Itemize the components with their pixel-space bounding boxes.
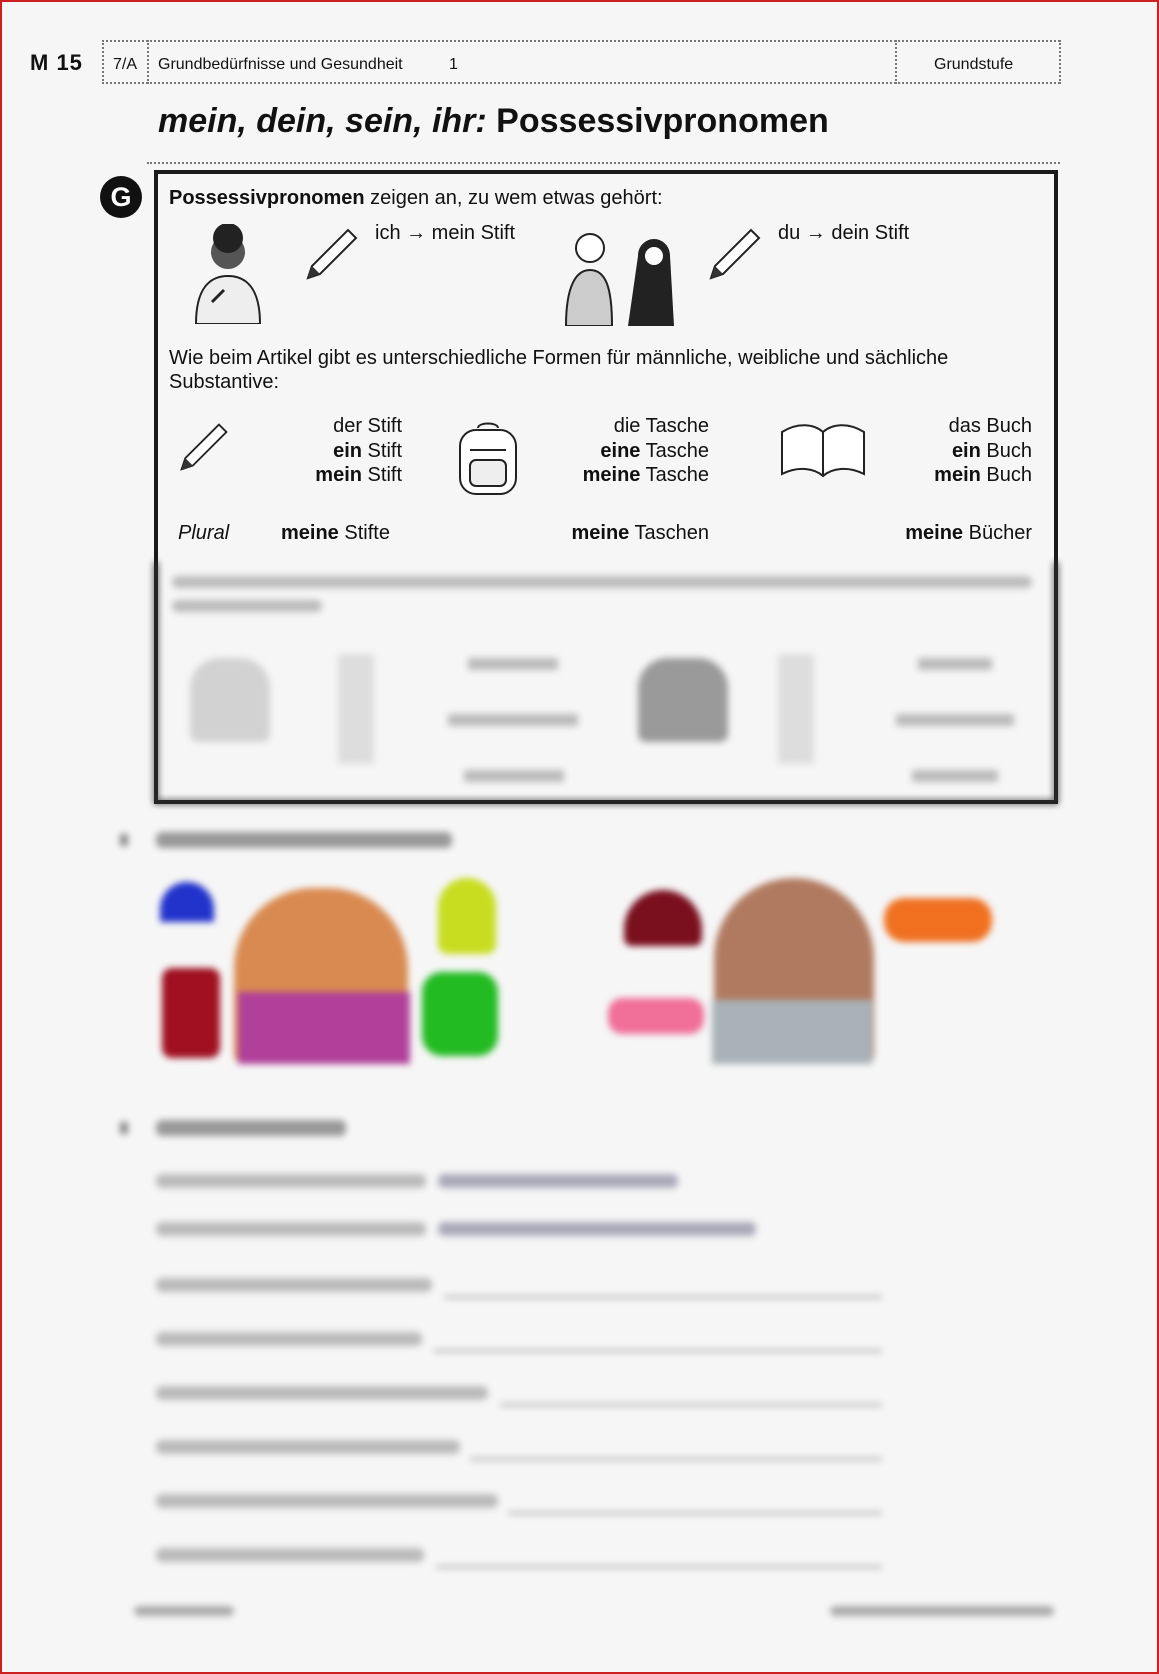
answer-line bbox=[436, 1566, 882, 1568]
question-h bbox=[156, 1548, 424, 1562]
pencil-icon bbox=[302, 222, 362, 284]
question-c bbox=[156, 1278, 432, 1292]
plural-fem: meine Taschen bbox=[571, 522, 709, 544]
answer-line bbox=[444, 1296, 882, 1298]
answer-line bbox=[434, 1350, 882, 1352]
neut-possessive: mein Buch bbox=[934, 464, 1032, 486]
blurred-content-region bbox=[2, 562, 1157, 1672]
fem-possessive: meine Tasche bbox=[582, 464, 709, 486]
fem-indefinite: eine Tasche bbox=[600, 440, 709, 462]
title-rest: Possessivpronomen bbox=[486, 102, 829, 140]
masc-article: der Stift bbox=[333, 415, 402, 437]
answer-line bbox=[508, 1512, 882, 1514]
title-rule bbox=[147, 162, 1060, 164]
question-e bbox=[156, 1386, 488, 1400]
header-rule bbox=[102, 40, 1060, 42]
cap-photo bbox=[624, 890, 702, 946]
pencil-icon bbox=[176, 416, 232, 476]
du-example: du → dein Stift bbox=[778, 222, 910, 244]
footer-left bbox=[134, 1606, 234, 1616]
material-code: M 15 bbox=[30, 50, 83, 75]
book-icon bbox=[778, 416, 868, 482]
footer-right bbox=[830, 1606, 1054, 1616]
question-f bbox=[156, 1440, 460, 1454]
hat-photo bbox=[438, 878, 496, 954]
neut-indefinite: ein Buch bbox=[951, 440, 1032, 462]
header-rule bbox=[102, 82, 1060, 84]
page-title bbox=[158, 102, 829, 141]
exercise-number bbox=[120, 1122, 128, 1134]
header-divider bbox=[1059, 40, 1061, 84]
answer-b bbox=[438, 1222, 756, 1236]
grammar-badge: G bbox=[100, 176, 142, 218]
question-a bbox=[156, 1174, 426, 1188]
pencil-icon bbox=[705, 222, 765, 284]
question-g bbox=[156, 1494, 498, 1508]
header-divider bbox=[102, 40, 104, 84]
rule-text-line-1: Wie beim Artikel gibt es unterschiedliche Formen für männliche, weibliche und sächliche bbox=[169, 347, 949, 369]
girl-shirt bbox=[238, 992, 410, 1064]
backpack-icon bbox=[452, 420, 524, 498]
header-divider bbox=[147, 40, 149, 84]
sunglasses-photo bbox=[608, 998, 704, 1034]
title-italic: mein, dein, sein, ihr: bbox=[158, 102, 487, 140]
intro-text: Possessivpronomen zeigen an, zu wem etwas gehört: bbox=[169, 187, 663, 209]
plural-masc: meine Stifte bbox=[281, 522, 390, 544]
header-divider bbox=[895, 40, 897, 84]
boy-shirt bbox=[712, 1000, 872, 1064]
rule-text-line-2: Substantive: bbox=[169, 371, 280, 393]
ich-example: ich → mein Stift bbox=[375, 222, 516, 244]
coat-photo bbox=[162, 968, 220, 1058]
grammar-box-bottom bbox=[154, 562, 1058, 804]
fem-article: die Tasche bbox=[613, 415, 709, 437]
question-b bbox=[156, 1222, 426, 1236]
exercise-heading bbox=[156, 1120, 346, 1136]
towel-photo bbox=[884, 898, 992, 942]
masc-possessive: mein Stift bbox=[315, 464, 402, 486]
answer-line bbox=[500, 1404, 882, 1406]
plural-neut: meine Bücher bbox=[905, 522, 1032, 544]
boy-illustration bbox=[182, 224, 274, 324]
subject-label: Grundbedürfnisse und Gesundheit bbox=[158, 56, 403, 73]
question-d bbox=[156, 1332, 422, 1346]
scarf-photo bbox=[422, 972, 498, 1056]
grade-label: 7/A bbox=[113, 56, 138, 73]
exercise-heading bbox=[156, 832, 452, 848]
two-people-illustration bbox=[562, 228, 690, 326]
answer-a bbox=[438, 1174, 678, 1188]
answer-line bbox=[470, 1458, 882, 1460]
exercise-number bbox=[120, 834, 128, 846]
page-number: 1 bbox=[449, 56, 458, 73]
umbrella-photo bbox=[160, 882, 214, 922]
neut-article: das Buch bbox=[948, 415, 1032, 437]
plural-label: Plural bbox=[178, 522, 230, 544]
level-label: Grundstufe bbox=[934, 56, 1014, 73]
masc-indefinite: ein Stift bbox=[333, 440, 402, 462]
